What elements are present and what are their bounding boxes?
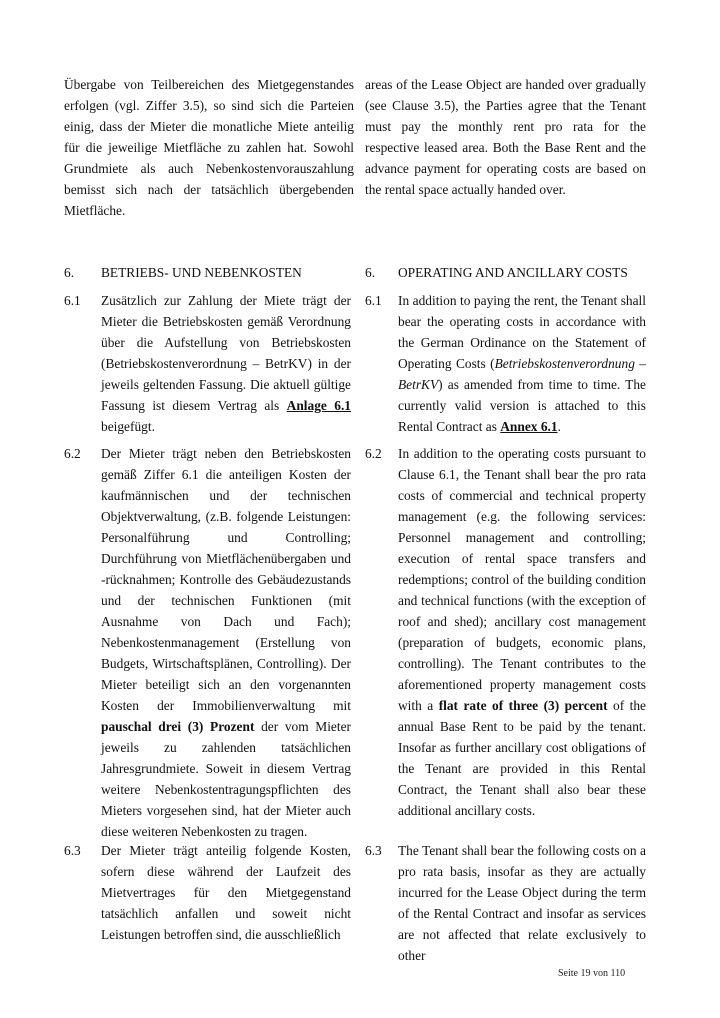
- clause-6-2-de: Der Mieter trägt neben den Betriebskosten gemäß Ziffer 6.1 die anteiligen Kosten der kaufmännischen und der technischen Objektverwaltung, (z.B. folgende Leistungen: Personalführung und Controlling; Durchführung von Mietflächenübergaben und ‑rücknahmen; Kontrolle des Gebäudezustands und der technischen Funktionen (mit Ausnahme von Dach und Fach); Nebenkostenmanagement (Erstellung von Budgets, Wirtschaftsplänen, Controlling). Der Mieter beteiligt sich an den vorgenannten Kosten der Immobilienverwaltung mit pauschal drei (3) Prozent der vom Mieter jeweils zu zahlenden tatsächlichen Jahresgrundmiete. Soweit in diesem Vertrag weitere Nebenkostentragungspflichten des Mieters vorgesehen sind, hat der Mieter auch diese weiteren Nebenkosten zu tragen.: [101, 446, 351, 839]
- intro-de: Übergabe von Teilbereichen des Mietgegenstandes erfolgen (vgl. Ziffer 3.5), so sind sich die Parteien einig, dass der Mieter die monatliche Miete anteilig für die jeweilige Mietfläche zu zahlen hat. Sowohl Grundmiete als auch Nebenkostenvorauszahlung bemisst sich nach der tatsächlich übergebenden Mietfläche.: [64, 77, 354, 218]
- clause-6-3-en: The Tenant shall bear the following costs on a pro rata basis, insofar as they are actually incurred for the Lease Object during the term of the Rental Contract and insofar as services are not affected that relate exclusively to other: [398, 843, 646, 963]
- clause-6-3-de: Der Mieter trägt anteilig folgende Kosten, sofern diese während der Laufzeit des Mietvertrages für den Mietgegenstand tatsächlich anfallen und soweit nicht Leistungen betroffen sind, die ausschließlich: [101, 843, 351, 942]
- clause-number-de: 6.1: [64, 293, 81, 308]
- clause-number-de: 6.3: [64, 843, 81, 858]
- annex-reference[interactable]: Anlage 6.1: [286, 398, 351, 413]
- section-title-de: BETRIEBS- UND NEBENKOSTEN: [101, 265, 302, 280]
- page-number: Seite 19 von 110: [558, 968, 626, 979]
- annex-reference[interactable]: Annex 6.1: [500, 419, 558, 434]
- clause-6-1-de: Zusätzlich zur Zahlung der Miete trägt der Mieter die Betriebskosten gemäß Verordnung über die Aufstellung von Betriebskosten (Betriebskostenverordnung – BetrKV) in der jeweils geltenden Fassung. Die aktuell gültige Fassung ist diesem Vertrag als Anlage 6.1 beigefügt.: [101, 293, 351, 434]
- section-number-en: 6.: [365, 265, 376, 280]
- section-title-en: OPERATING AND ANCILLARY COSTS: [398, 265, 628, 280]
- clause-number-en: 6.3: [365, 843, 382, 858]
- clause-6-1-en: In addition to paying the rent, the Tenant shall bear the operating costs in accordance with the German Ordinance on the Statement of Operating Costs (Betriebskostenverordnung – BetrKV) as amended from time to time. The currently valid version is attached to this Rental Contract as Annex 6.1.: [398, 293, 646, 434]
- intro-en: areas of the Lease Object are handed over gradually (see Clause 3.5), the Parties agree that the Tenant must pay the monthly rent pro rata for the respective leased area. Both the Base Rent and the advance payment for operating costs are based on the rental space actually handed over.: [365, 77, 646, 197]
- clause-number-de: 6.2: [64, 446, 81, 461]
- clause-number-en: 6.2: [365, 446, 382, 461]
- section-number-de: 6.: [64, 265, 75, 280]
- clause-6-2-en: In addition to the operating costs pursuant to Clause 6.1, the Tenant shall bear the pro rata costs of commercial and technical property management (e.g. the following services: Personnel management and controlling; execution of rental space transfers and redemptions; control of the building condition and technical functions (with the exception of roof and shed); ancillary cost management (preparation of budgets, economic plans, controlling). The Tenant contributes to the aforementioned property management costs with a flat rate of three (3) percent of the annual Base Rent to be paid by the tenant. Insofar as further ancillary cost obligations of the Tenant are provided in this Rental Contract, the Tenant shall also bear these additional ancillary costs.: [398, 446, 646, 818]
- clause-number-en: 6.1: [365, 293, 382, 308]
